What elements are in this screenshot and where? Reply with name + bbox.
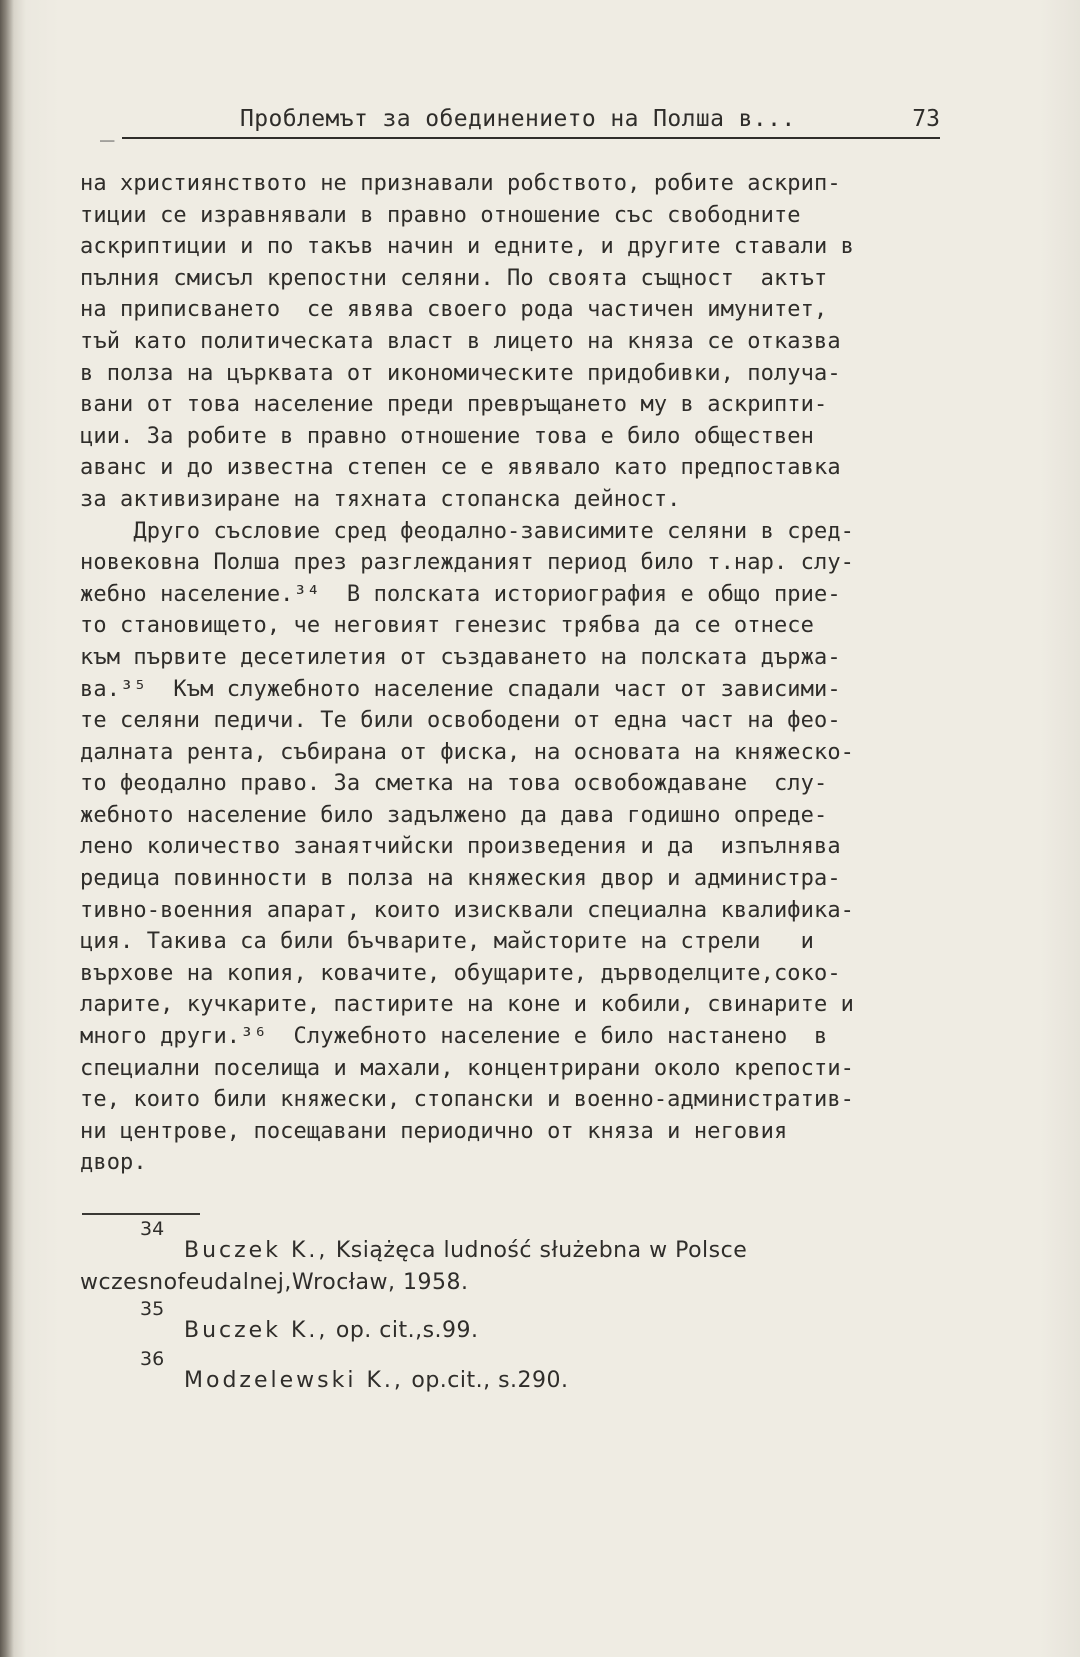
footnote-separator bbox=[82, 1213, 200, 1215]
text-line: то феодално право. За сметка на това освобождаване слу- bbox=[80, 771, 828, 797]
text-line: то становището, че неговият генезис трябва да се отнесе bbox=[80, 613, 814, 639]
footnote-number: 35 bbox=[140, 1298, 165, 1320]
footnote-author: Buczek K., bbox=[184, 1238, 329, 1263]
footnote-continuation: wczesnofeudalnej,Wrocław, 1958. bbox=[80, 1270, 469, 1295]
header-rule bbox=[122, 137, 940, 139]
text-line: пълния смисъл крепостни селяни. По своята същност актът bbox=[80, 265, 828, 291]
text-line: новековна Полша през разглежданият период било т.нар. слу- bbox=[80, 550, 855, 576]
text-line: специални поселища и махали, концентрирани около крепости- bbox=[80, 1055, 855, 1081]
footnote-title: Książęca ludność służebna w Polsce bbox=[328, 1238, 748, 1263]
text-line: ция. Такива са били бъчварите, майсторите на стрели и bbox=[80, 929, 814, 955]
text-line: жебното население било задължено да дава годишно опреде- bbox=[80, 802, 828, 828]
text-line: на християнството не признавали робството, робите аскрип- bbox=[80, 171, 841, 196]
footnote-author: Modzelewski K., bbox=[184, 1368, 404, 1393]
text-line: тиции се изравнявали в правно отношение със свободните bbox=[80, 202, 801, 228]
text-line: вани от това население преди превръщането му в аскрипти- bbox=[80, 392, 828, 418]
footnote-citation bbox=[184, 1318, 479, 1343]
text-line: те, които били княжески, стопански и военно-административ- bbox=[80, 1087, 855, 1113]
text-line: редица повинности в полза на княжеския двор и администра- bbox=[80, 866, 841, 892]
text-line: ва.³⁵ Към служебното население спадали част от зависими- bbox=[80, 676, 841, 702]
text-line: лено количество занаятчийски произведения и да изпълнява bbox=[80, 834, 841, 860]
text-line: те селяни педичи. Те били освободени от една част на фео- bbox=[80, 708, 841, 734]
footnote-citation bbox=[184, 1368, 569, 1393]
text-line: върхове на копия, ковачите, обущарите, дърводелците,соко- bbox=[80, 960, 841, 986]
footnote-title: op. cit.,s.99. bbox=[328, 1318, 479, 1343]
body-text bbox=[80, 168, 940, 1179]
footnote-number: 36 bbox=[140, 1348, 165, 1370]
text-line: в полза на църквата от икономическите придобивки, получа- bbox=[80, 360, 841, 386]
text-line: ни центрове, посещавани периодично от княза и неговия bbox=[80, 1118, 788, 1144]
footnote-number: 34 bbox=[140, 1218, 165, 1240]
text-line: много други.³⁶ Служебното население е било настанено в bbox=[80, 1024, 828, 1050]
text-line: на приписването се явява своего рода частичен имунитет, bbox=[80, 297, 828, 323]
footnote-citation bbox=[184, 1238, 747, 1263]
header-dash: _ bbox=[100, 114, 115, 142]
footnote-author: Buczek K., bbox=[184, 1318, 329, 1343]
text-line: двор. bbox=[80, 1150, 147, 1176]
text-line: Друго съсловие сред феодално-зависимите селяни в сред- bbox=[80, 518, 855, 544]
footnote-title: op.cit., s.290. bbox=[403, 1368, 569, 1393]
page-number: 73 bbox=[912, 106, 940, 132]
running-title: Проблемът за обединението на Полша в... bbox=[240, 106, 796, 132]
text-line: далната рента, събирана от фиска, на основата на княжеско- bbox=[80, 739, 855, 765]
text-line: за активизиране на тяхната стопанска дейност. bbox=[80, 486, 681, 512]
text-line: аскриптиции и по такъв начин и едните, и другите ставали в bbox=[80, 234, 855, 260]
text-line: ции. За робите в правно отношение това е било обществен bbox=[80, 423, 814, 449]
text-line: ларите, кучкарите, пастирите на коне и кобили, свинарите и bbox=[80, 992, 855, 1018]
text-line: аванс и до известна степен се е явявало като предпоставка bbox=[80, 455, 841, 481]
text-line: тивно-военния апарат, които изисквали специална квалифика- bbox=[80, 897, 855, 923]
text-line: към първите десетилетия от създаването на полската държа- bbox=[80, 644, 841, 670]
text-line: тъй като политическата власт в лицето на княза се отказва bbox=[80, 328, 841, 354]
text-line: жебно население.³⁴ В полската историография е общо прие- bbox=[80, 581, 841, 607]
running-header bbox=[100, 106, 940, 142]
